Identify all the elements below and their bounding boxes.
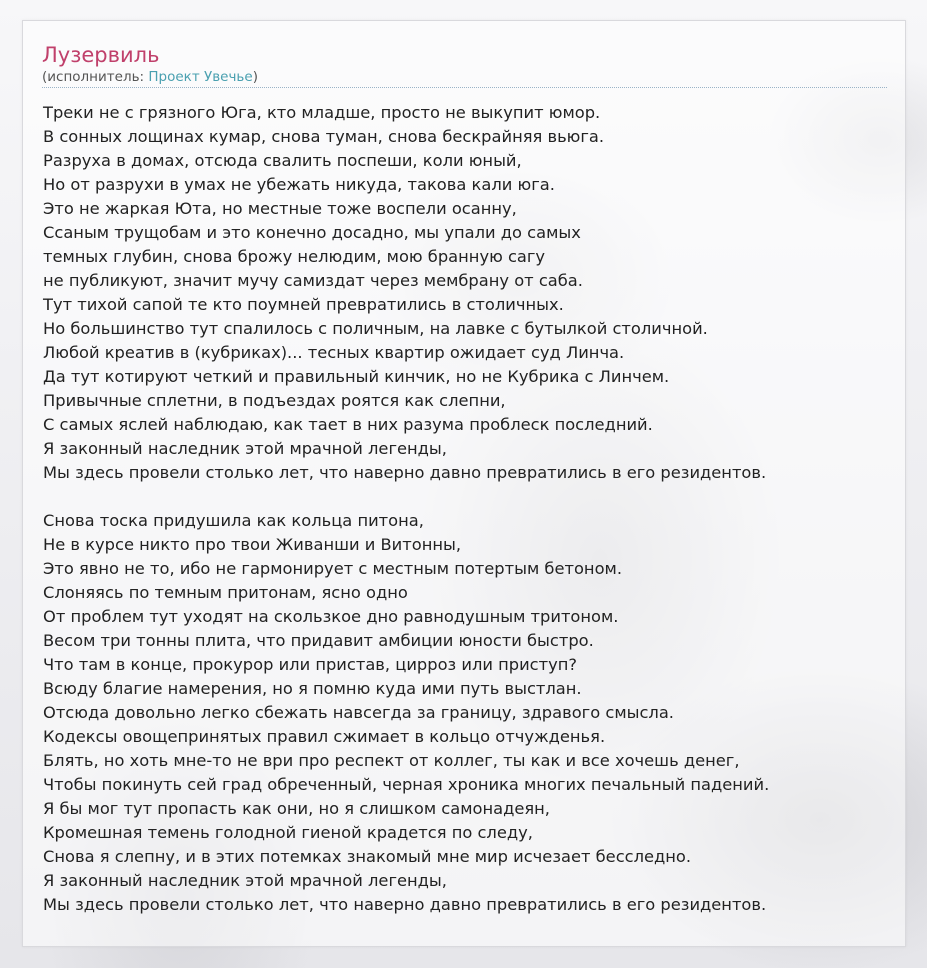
lyric-line: Привычные сплетни, в подъездах роятся как слепни, (43, 391, 506, 410)
lyric-line: Но большинство тут спалилось с поличным, на лавке с бутылкой столичной. (43, 319, 708, 338)
lyric-line: Ссаным трущобам и это конечно досадно, мы упали до самых (43, 223, 581, 242)
lyric-line: Но от разрухи в умах не убежать никуда, такова кали юга. (43, 175, 555, 194)
lyric-line: Снова я слепну, и в этих потемках знакомый мне мир исчезает бесследно. (43, 847, 692, 866)
lyric-line: Кромешная темень голодной гиеной крадется по следу, (43, 823, 533, 842)
lyric-line: Слоняясь по темным притонам, ясно одно (43, 583, 408, 602)
lyric-line: Кодексы овощепринятых правил сжимает в кольцо отчужденья. (43, 727, 606, 746)
lyric-line: Это не жаркая Юта, но местные тоже воспели осанну, (43, 199, 517, 218)
lyric-line: Отсюда довольно легко сбежать навсегда за границу, здравого смысла. (43, 703, 674, 722)
performer-suffix: ) (252, 69, 258, 85)
performer-line (42, 69, 887, 86)
lyric-line: Да тут котируют четкий и правильный кинчик, но не Кубрика с Линчем. (43, 367, 670, 386)
lyric-line: Я законный наследник этой мрачной легенды, (43, 871, 447, 890)
lyric-line: Тут тихой сапой те кто поумней превратились в столичных. (43, 295, 564, 314)
lyric-line: Не в курсе никто про твои Живанши и Витонны, (43, 535, 462, 554)
lyric-line: Чтобы покинуть сей град обреченный, черная хроника многих печальный падений. (43, 775, 770, 794)
lyric-line: В сонных лощинах кумар, снова туман, снова бескрайняя вьюга. (43, 127, 605, 146)
verse (43, 509, 906, 917)
lyrics-card (22, 20, 906, 947)
lyric-line: От проблем тут уходят на скользкое дно равнодушным тритоном. (43, 607, 619, 626)
performer-link[interactable]: Проект Увечье (148, 69, 253, 85)
lyric-line: Разруха в домах, отсюда свалить поспеши, коли юный, (43, 151, 522, 170)
lyric-line: темных глубин, снова брожу нелюдим, мою бранную сагу (43, 247, 546, 266)
lyric-line: Весом три тонны плита, что придавит амбиции юности быстро. (43, 631, 594, 650)
lyric-line: Снова тоска придушила как кольца питона, (43, 511, 424, 530)
song-header (42, 41, 887, 88)
lyric-line: Я бы мог тут пропасть как они, но я слишком самонадеян, (43, 799, 550, 818)
lyric-line: не публикуют, значит мучу самиздат через мембрану от саба. (43, 271, 583, 290)
verse (43, 101, 906, 485)
song-title: Лузервиль (42, 43, 160, 67)
lyric-line: Это явно не то, ибо не гармонирует с местным потертым бетоном. (43, 559, 622, 578)
lyric-line: Всюду благие намерения, но я помню куда ими путь выстлан. (43, 679, 582, 698)
lyric-line: Треки не с грязного Юга, кто младше, просто не выкупит юмор. (43, 103, 601, 122)
lyric-line: Я законный наследник этой мрачной легенды, (43, 439, 447, 458)
lyric-line: С самых яслей наблюдаю, как тает в них разума проблеск последний. (43, 415, 653, 434)
lyrics-body (43, 101, 906, 917)
lyric-line: Мы здесь провели столько лет, что наверно давно превратились в его резидентов. (43, 463, 767, 482)
performer-prefix: (исполнитель: (42, 69, 149, 85)
lyric-line: Любой креатив в (кубриках)... тесных квартир ожидает суд Линча. (43, 343, 625, 362)
verse-gap (43, 485, 906, 509)
lyric-line: Что там в конце, прокурор или пристав, цирроз или приступ? (43, 655, 578, 674)
lyric-line: Мы здесь провели столько лет, что наверно давно превратились в его резидентов. (43, 895, 767, 914)
lyric-line: Блять, но хоть мне-то не ври про респект от коллег, ты как и все хочешь денег, (43, 751, 740, 770)
